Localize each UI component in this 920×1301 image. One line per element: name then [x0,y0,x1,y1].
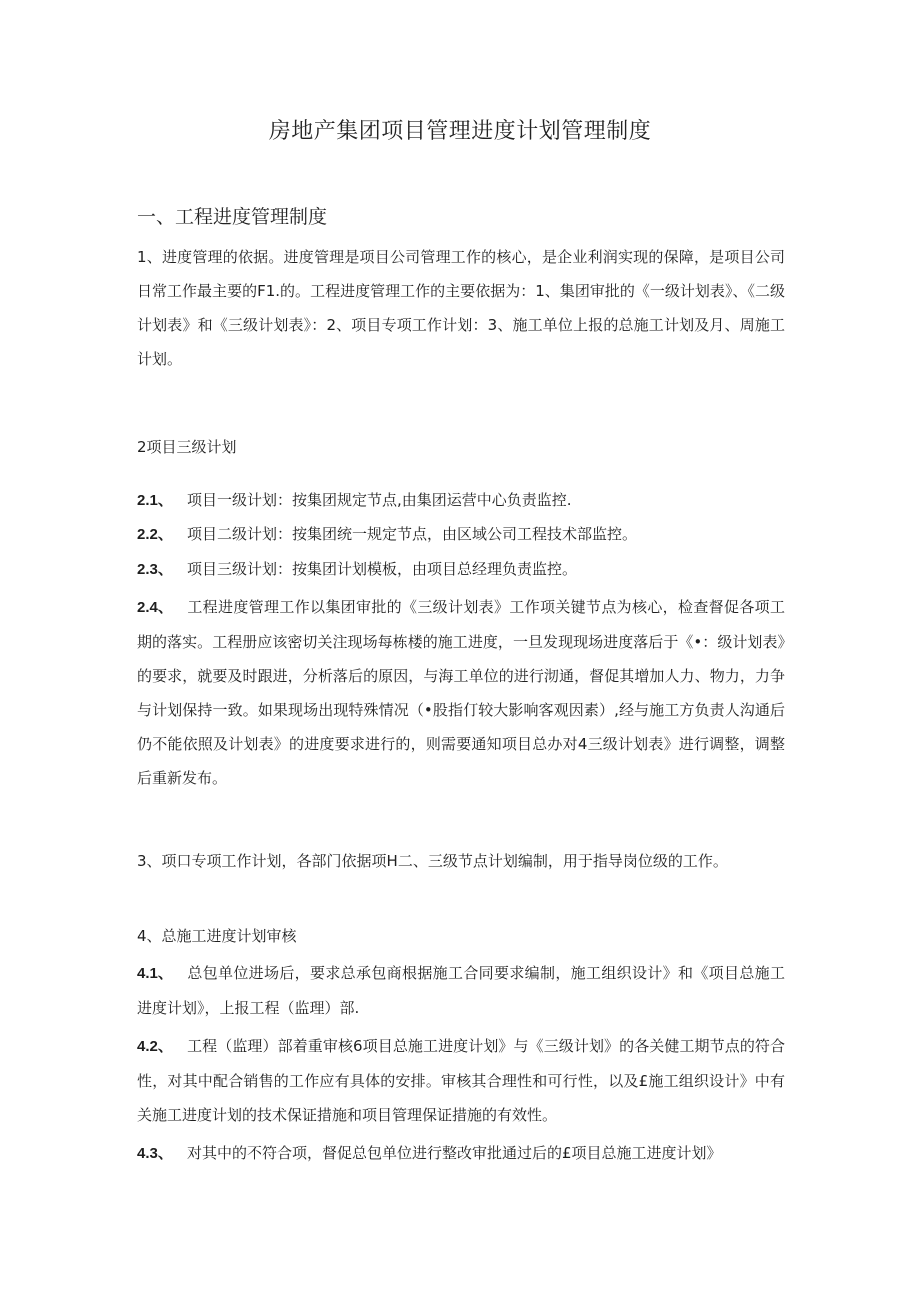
paragraph-basis: 1、进度管理的依据。进度管理是项目公司管理工作的核心，是企业利润实现的保障，是项目公司日常工作最主要的F1.的。工程进度管理工作的主要依据为：1、集团审批的《一级计划表》、《二级计划表》和《三级计划表》：2、项目专项工作计划：3、施工单位上报的总施工计划及月、周施工计划。 [137,248,785,368]
list-item-4-3 [137,1136,785,1171]
item-text: 工程进度管理工作以集团审批的《三级计划表》工作项关键节点为核心，检查督促各项工期的落实。工程册应该密切关注现场每栋楼的施工进度，一旦发现现场进度落后于《•：级计划表》的要求，就要及时跟进，分析落后的原因，与海工单位的进行沏通，督促其增加人力、物力，力争与计划保持一致。如果现场出现特殊情况（•股指仃较大影响客观因素）,经与施工方负责人沟通后仍不能依照及计划表》的进度要求进行的，则需要通知项目总办对4三级计划表》进行调整，调整后重新发布。 [137,598,785,787]
item-text: 项目一级计划：按集团规定节点,由集团运营中心负责监控. [187,491,572,509]
item-number: 2.2、 [137,526,173,543]
paragraph-special-plan: 3、项口专项工作计划，各部门依据项H二、三级节点计划编制，用于指导岗位级的工作。 [137,852,728,870]
item-number: 2.3、 [137,561,173,578]
item-number: 2.1、 [137,492,173,509]
list-item-2-4 [137,590,785,795]
item-number: 4.3、 [137,1145,173,1162]
document-title: 房地产集团项目管理进度计划管理制度 [268,119,652,144]
subheading-three-level-plan: 2项目三级计划 [137,438,237,456]
section-heading: 一、工程进度管理制度 [137,206,328,228]
item-text: 工程（监理）部着重审核6项目总施工进度计划》与《三级计划》的各关健工期节点的符合性，对其中配合销售的工作应有具体的安排。审核其合理性和可行性，以及£施工组织设计》中有关施工进度计划的技术保证措施和项目管理保证措施的有效性。 [137,1037,785,1124]
item-text: 总包单位进场后，要求总承包商根据施工合同要求编制，施工组织设计》和《项目总施工进度计划》，上报工程（监理）部. [137,964,785,1017]
list-item-2-1 [137,483,785,518]
item-number: 2.4、 [137,599,173,616]
list-item-2-2 [137,517,785,552]
list-item-2-3 [137,552,785,587]
item-text: 项目三级计划：按集团计划模板，由项目总经理负责监控。 [187,560,578,578]
list-item-4-1 [137,956,785,1025]
item-number: 4.2、 [137,1038,173,1055]
item-text: 对其中的不符合项，督促总包单位进行整改审批通过后的£项目总施工进度计划》 [187,1144,722,1162]
item-number: 4.1、 [137,965,173,982]
subheading-schedule-review: 4、总施工进度计划审核 [137,927,297,945]
list-item-4-2 [137,1029,785,1132]
item-text: 项目二级计划：按集团统一规定节点，由区域公司工程技术部监控。 [187,525,638,543]
